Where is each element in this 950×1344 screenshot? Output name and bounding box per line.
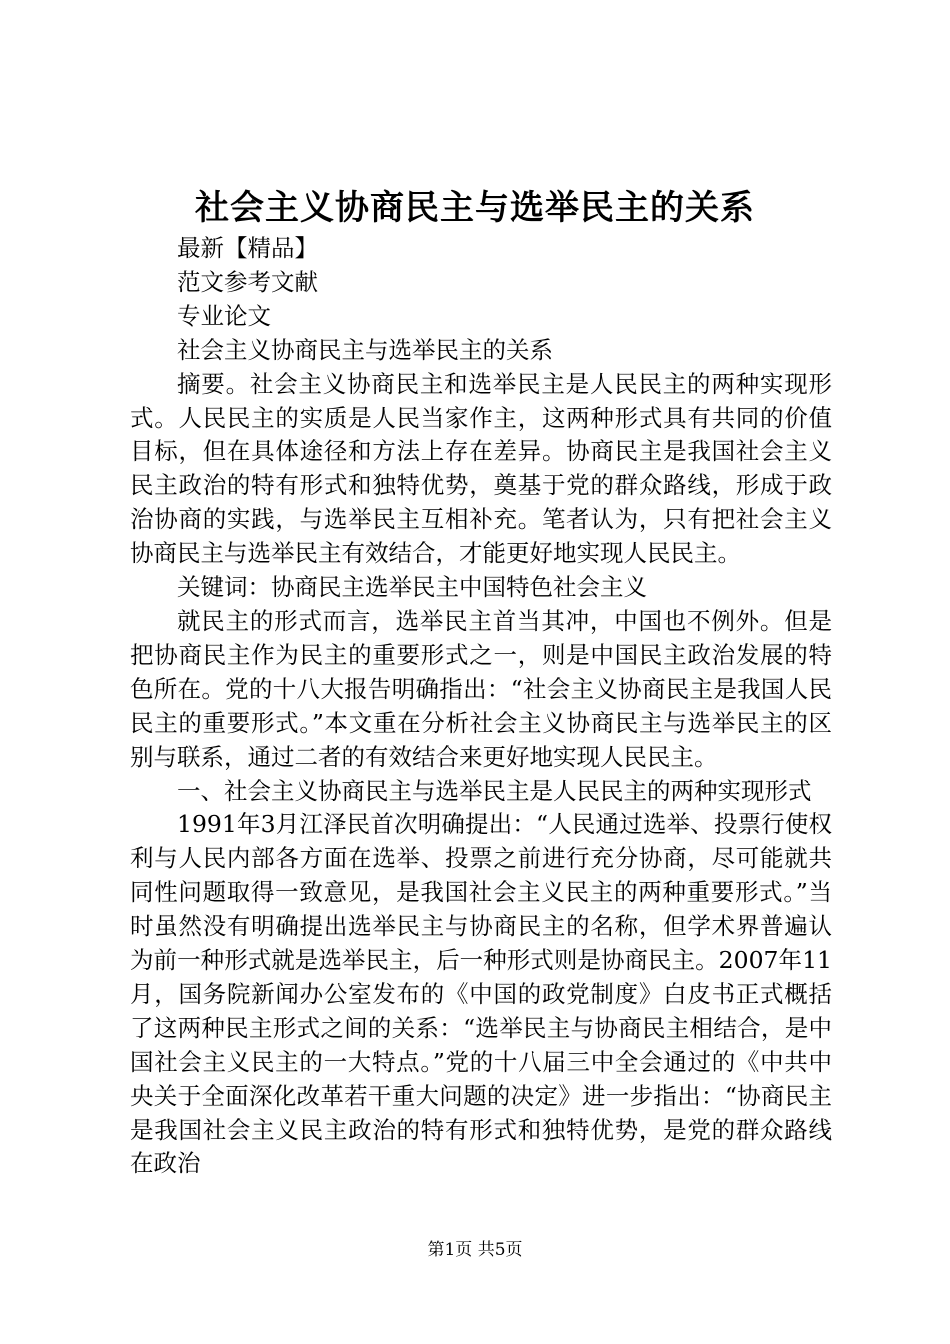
meta-line-latest: 最新【精品】 xyxy=(177,234,318,262)
document-body xyxy=(130,232,832,1181)
section-heading: 一、社会主义协商民主与选举民主是人民民主的两种实现形式 xyxy=(177,776,812,805)
meta-line-references: 范文参考文献 xyxy=(177,267,318,296)
abstract-paragraph: 摘要。社会主义协商民主和选举民主是人民民主的两种实现形式。人民民主的实质是人民当家作主，这两种形式具有共同的价值目标，但在具体途径和方法上存在差异。协商民主是我国社会主义民主政治的特有形式和独特优势，奠基于党的群众路线，形成于政治协商的实践，与选举民主互相补充。笔者认为，只有把社会主义协商民主与选举民主有效结合，才能更好地实现人民民主。 xyxy=(130,369,832,568)
body-paragraph: 1991年3月江泽民首次明确提出：“人民通过选举、投票行使权利与人民内部各方面在选举、投票之前进行充分协商，尽可能就共同性问题取得一致意见，是我国社会主义民主的两种重要形式。”当时虽然没有明确提出选举民主与协商民主的名称，但学术界普遍认为前一种形式就是选举民主，后一种形式则是协商民主。2007年11月，国务院新闻办公室发布的《中国的政党制度》白皮书正式概括了这两种民主形式之间的关系：“选举民主与协商民主相结合，是中国社会主义民主的一大特点。”党的十八届三中全会通过的《中共中央关于全面深化改革若干重大问题的决定》进一步指出：“协商民主是我国社会主义民主政治的特有形式和独特优势，是党的群众路线在政治 xyxy=(130,810,832,1178)
intro-paragraph: 就民主的形式而言，选举民主首当其冲，中国也不例外。但是把协商民主作为民主的重要形式之一，则是中国民主政治发展的特色所在。党的十八大报告明确指出：“社会主义协商民主是我国人民民主的重要形式。”本文重在分析社会主义协商民主与选举民主的区别与联系，通过二者的有效结合来更好地实现人民民主。 xyxy=(130,606,832,771)
document-title: 社会主义协商民主与选举民主的关系 xyxy=(195,188,755,228)
meta-line-subtitle: 社会主义协商民主与选举民主的关系 xyxy=(177,335,553,364)
meta-line-category: 专业论文 xyxy=(177,301,271,330)
keywords-paragraph: 关键词：协商民主选举民主中国特色社会主义 xyxy=(177,573,647,602)
page-footer: 第1页 共5页 xyxy=(427,1240,523,1260)
